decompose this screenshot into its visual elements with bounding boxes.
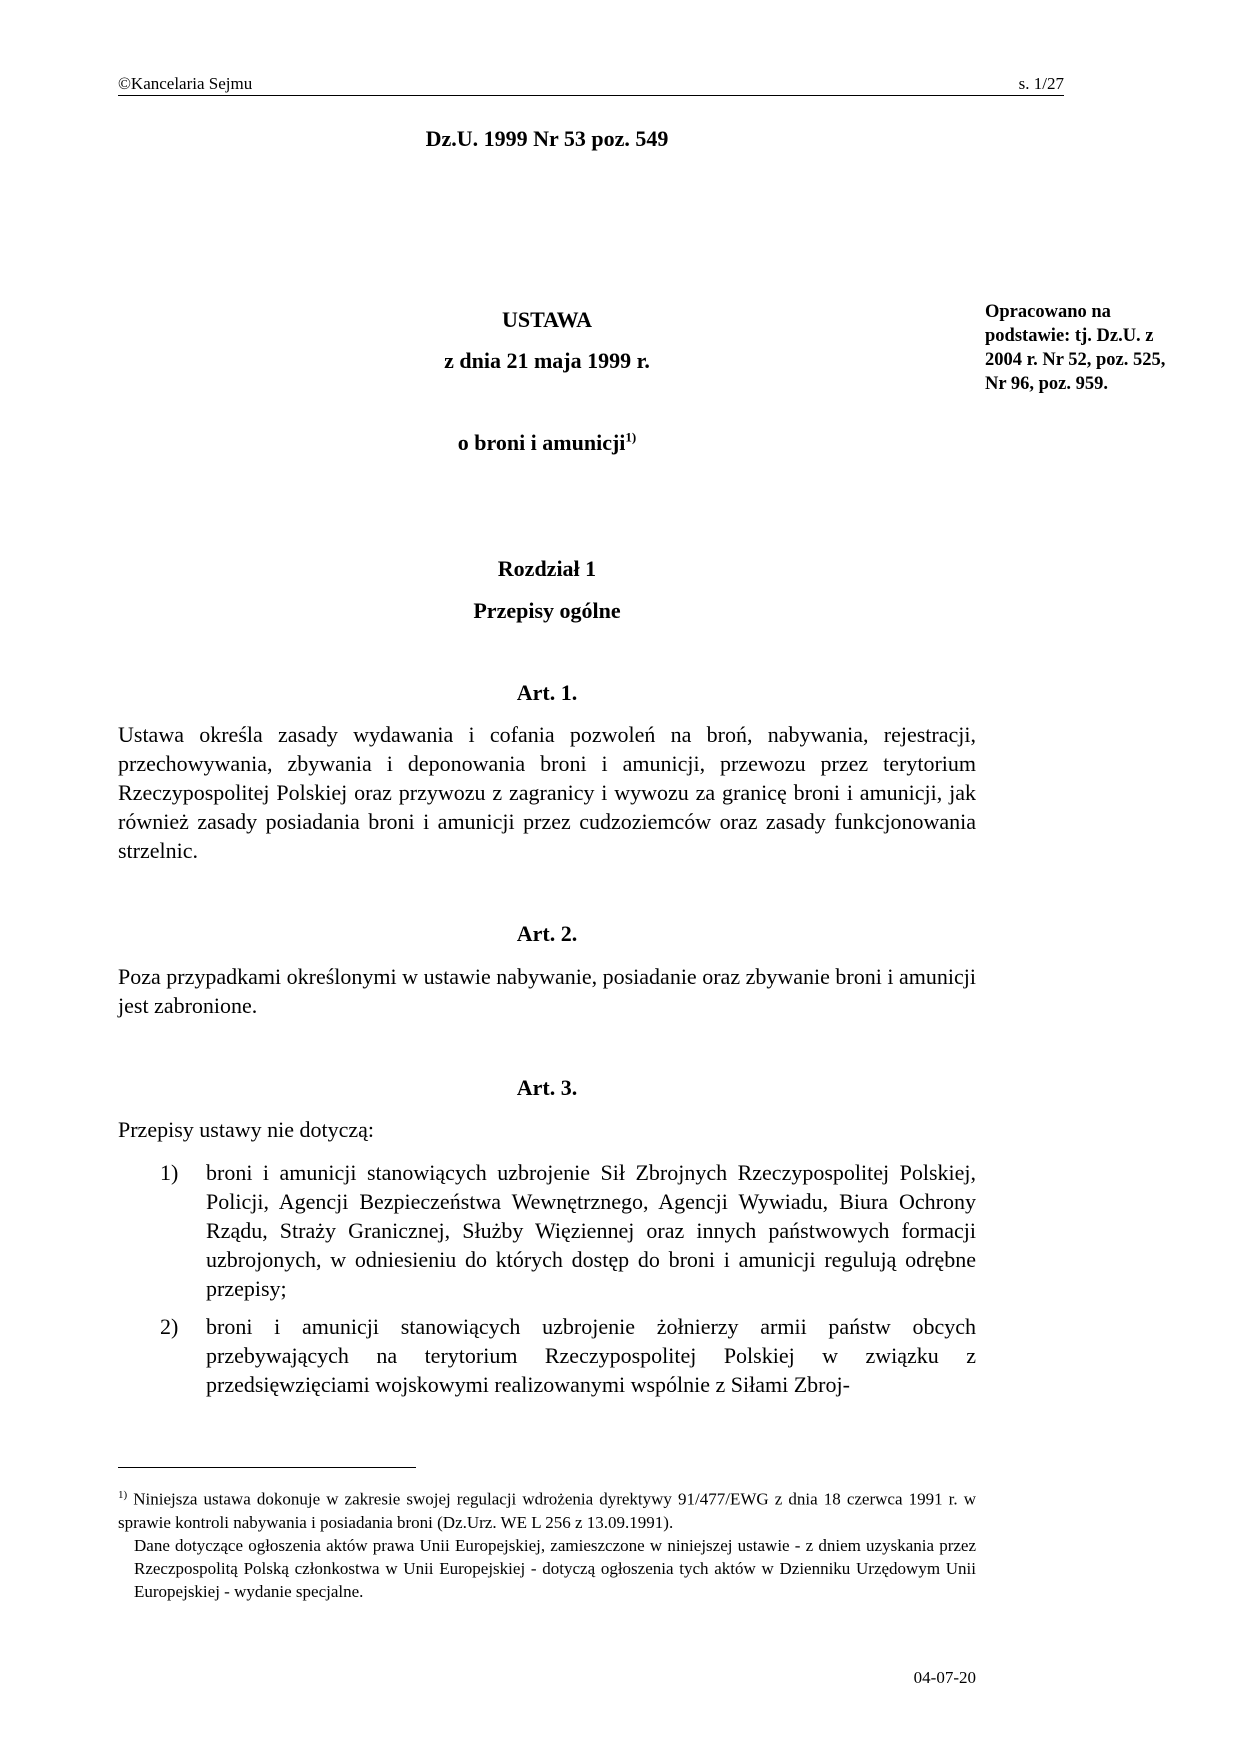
list-item: [160, 1158, 976, 1303]
act-date: z dnia 21 maja 1999 r.: [444, 348, 650, 373]
article-2-label: Art. 2.: [516, 921, 578, 946]
footnote-mark: 1): [118, 1489, 128, 1501]
article-3-label: Art. 3.: [516, 1075, 578, 1100]
footnote-divider: [118, 1467, 416, 1468]
list-item-number: 2): [160, 1314, 179, 1339]
article-2-text: Poza przypadkami określonymi w ustawie nabywanie, posiadanie oraz zbywanie broni i amunicji jest zabronione.: [118, 964, 976, 1018]
list-item-text: broni i amunicji stanowiących uzbrojenie Sił Zbrojnych Rzeczypospolitej Polskiej, Policji, Agencji Bezpieczeństwa Wewnętrznego, Agencji Wywiadu, Biura Ochrony Rządu, Straży Granicznej, Służby Więziennej oraz innych państwowych formacji uzbrojonych, w odniesieniu do których dostęp do broni i amunicji regulują odrębne przepisy;: [206, 1160, 976, 1301]
header-page-number: s. 1/27: [1018, 74, 1064, 93]
act-type: USTAWA: [501, 307, 593, 332]
list-item-text: broni i amunicji stanowiących uzbrojenie żołnierzy armii państw obcych przebywających na terytorium Rzeczypospolitej Polskiej w związku z przedsięwzięciami wojskowymi realizowanymi wspólnie z Siłami Zbroj-: [206, 1314, 976, 1397]
list-item: [160, 1312, 976, 1399]
footnote: [118, 1484, 976, 1603]
chapter-number: Rozdział 1: [497, 556, 597, 581]
footnote-ref: 1): [625, 429, 637, 445]
chapter-title: Przepisy ogólne: [473, 598, 621, 623]
article-3-list: [160, 1158, 976, 1408]
act-subject-text: o broni i amunicji: [457, 430, 626, 455]
article-1-text: Ustawa określa zasady wydawania i cofania pozwoleń na broń, nabywania, rejestracji, przechowywania, zbywania i deponowania broni i amunicji, przewozu przez terytorium Rzeczypospolitej Polskiej oraz przywozu z zagranicy i wywozu za granicę broni i amunicji, jak również zasady posiadania broni i amunicji przez cudzoziemców oraz zasady funkcjonowania strzelnic.: [118, 722, 976, 863]
footnote-text: Niniejsza ustawa dokonuje w zakresie swojej regulacji wdrożenia dyrektywy 91/477/EWG z dnia 18 czerwca 1991 r. w sprawie kontroli nabywania i posiadania broni (Dz.Urz. WE L 256 z 13.09.1991).: [118, 1489, 977, 1532]
side-note: Opracowano na podstawie: tj. Dz.U. z 2004 r. Nr 52, poz. 525, Nr 96, poz. 959.: [985, 302, 1166, 394]
header-divider: [118, 95, 1064, 96]
article-3-intro: Przepisy ustawy nie dotyczą:: [118, 1117, 374, 1142]
footer-date: 04-07-20: [913, 1668, 976, 1687]
footnote-paragraph: [118, 1484, 976, 1534]
header-publisher: ©Kancelaria Sejmu: [118, 74, 253, 93]
journal-reference: Dz.U. 1999 Nr 53 poz. 549: [425, 126, 669, 151]
list-item-number: 1): [160, 1160, 179, 1185]
act-subject: [118, 430, 976, 456]
article-1-label: Art. 1.: [516, 680, 578, 705]
footnote-paragraph: Dane dotyczące ogłoszenia aktów prawa Unii Europejskiej, zamieszczone w niniejszej ustawie - z dniem uzyskania przez Rzeczpospolitą Polską członkostwa w Unii Europejskiej - dotyczą ogłoszenia tych aktów w Dzienniku Urzędowym Unii Europejskiej - wydanie specjalne.: [134, 1535, 976, 1601]
